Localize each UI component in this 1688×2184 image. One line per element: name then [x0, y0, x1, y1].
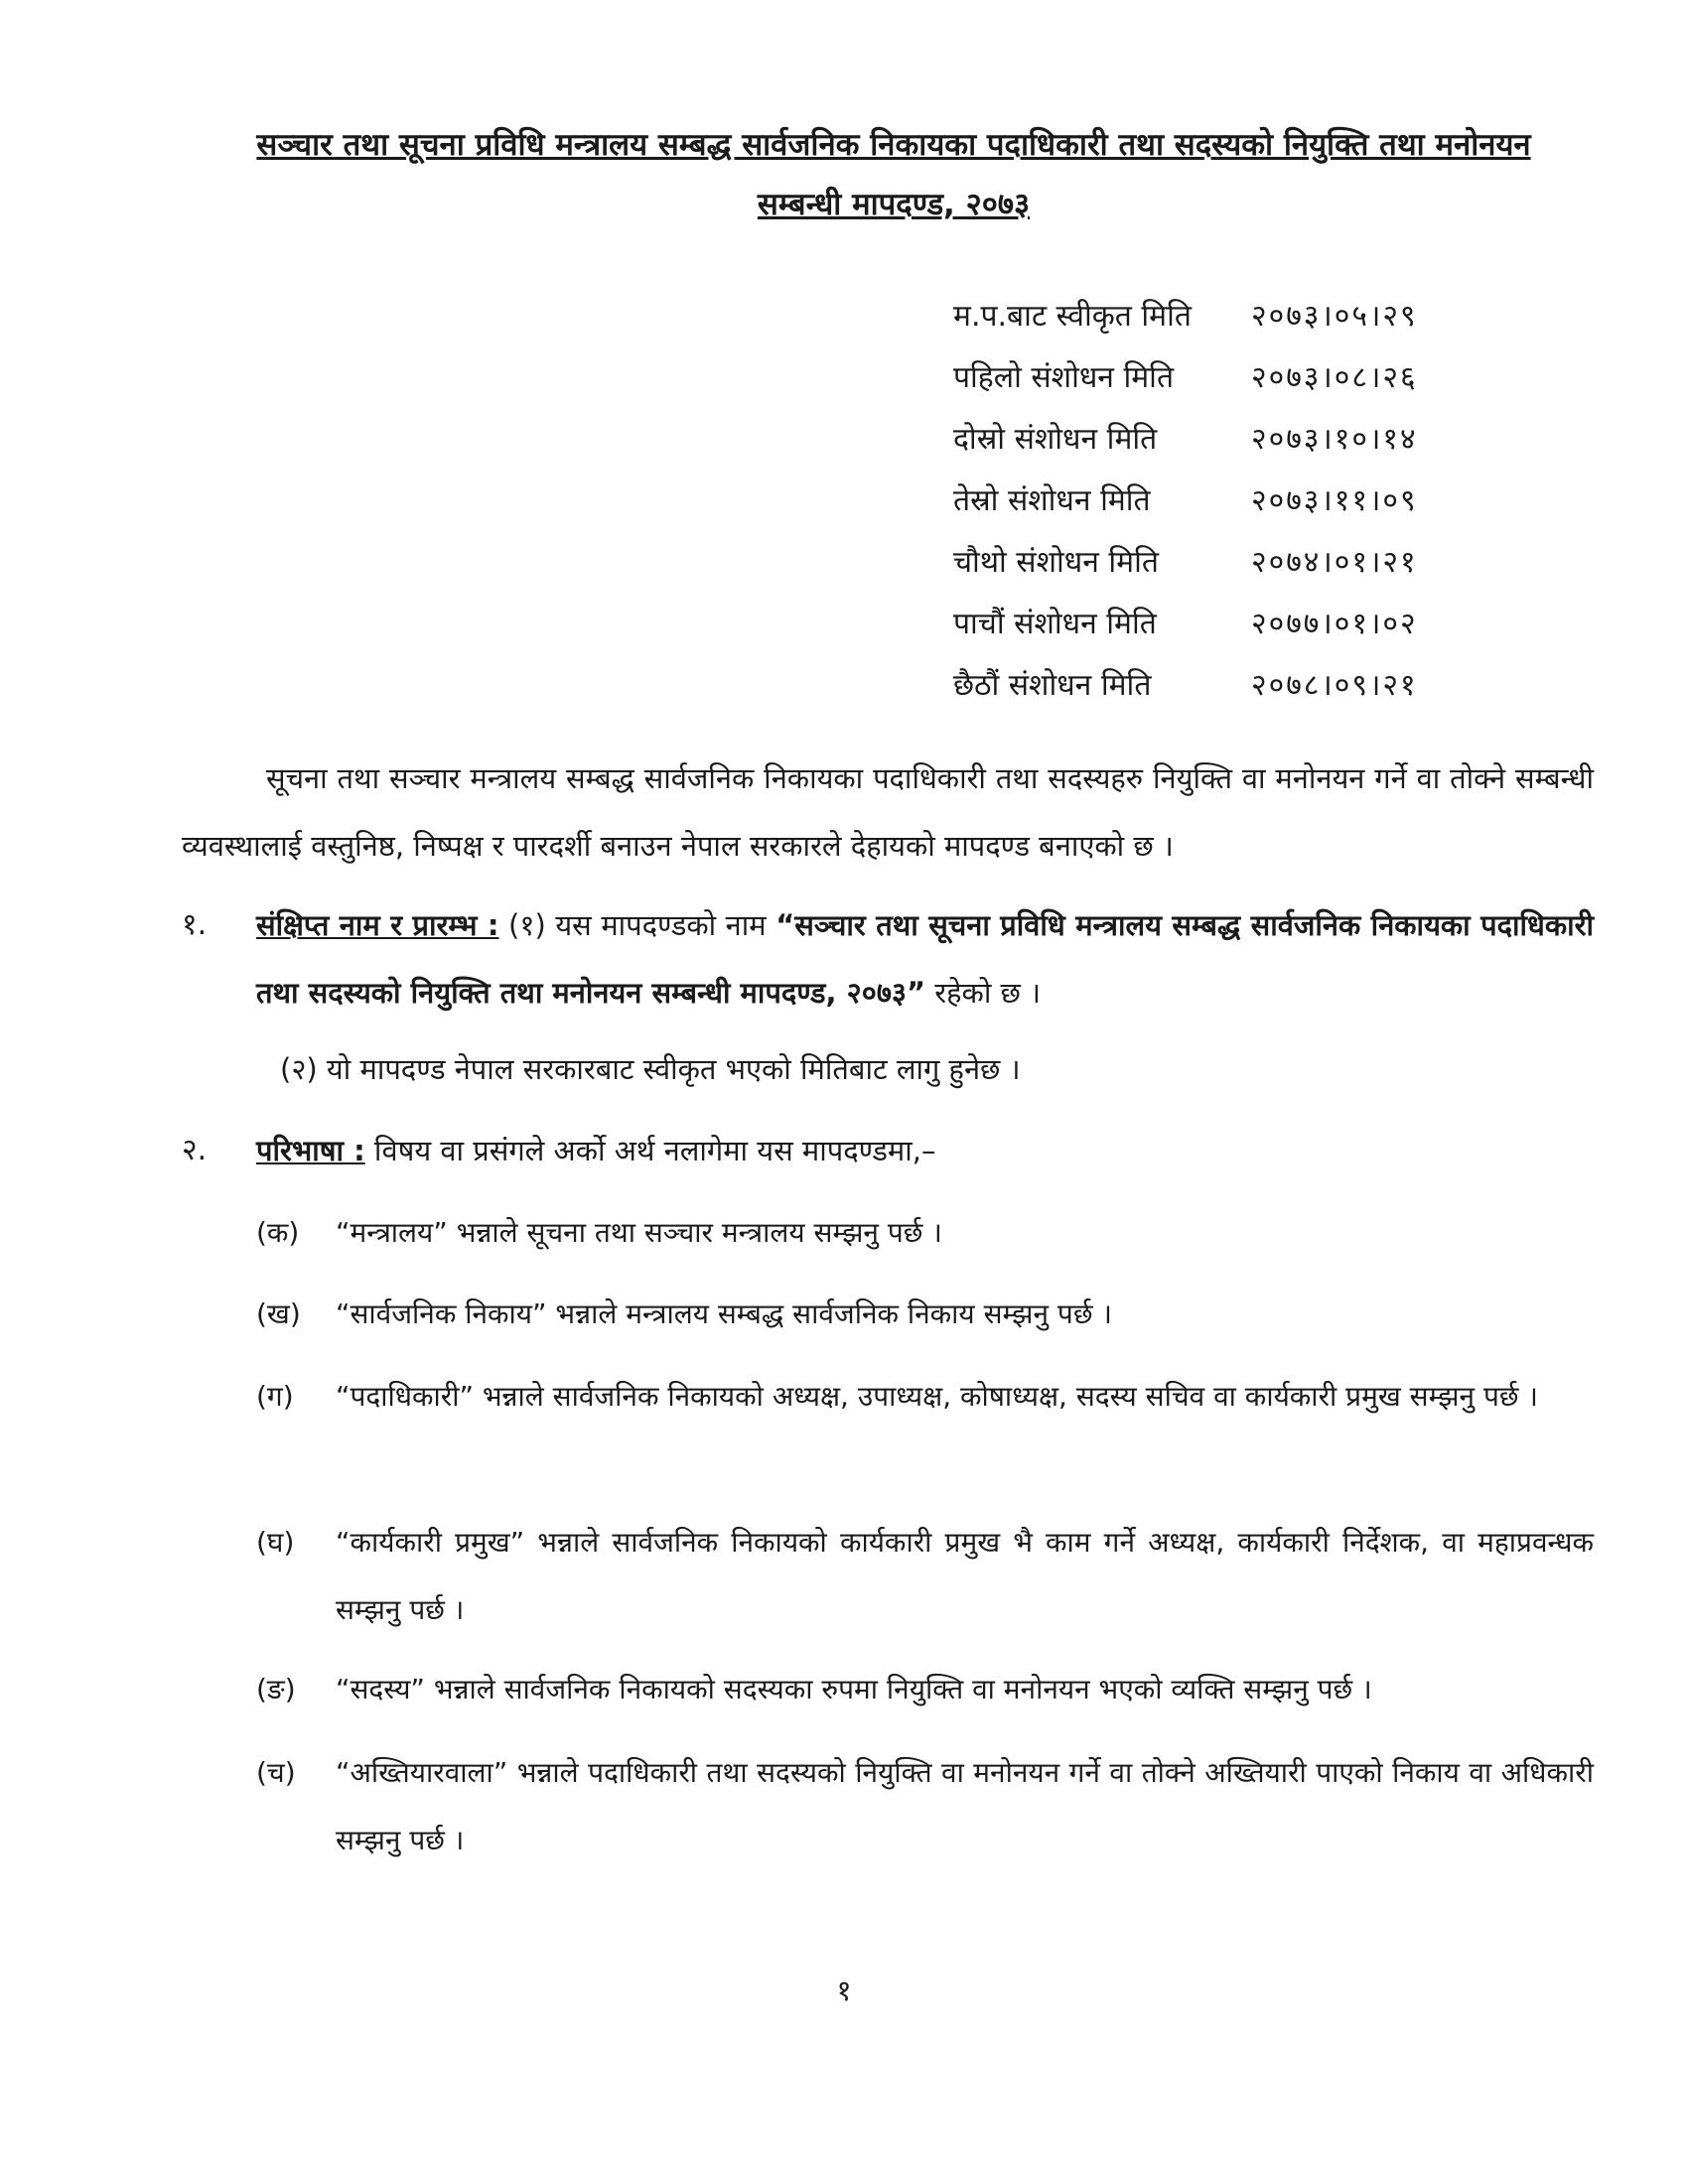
definition-text: “सदस्य” भन्नाले सार्वजनिक निकायको सदस्यका रुपमा नियुक्ति वा मनोनयन भएको व्यक्ति सम्झनु पर्छ ।: [336, 1673, 1372, 1706]
amendment-date: २०७८।०९।२१: [1251, 668, 1418, 703]
document-title-line2: सम्बन्धी मापदण्ड, २०७३: [757, 187, 1031, 222]
section1-text-post: रहेको छ ।: [925, 976, 1042, 1010]
definition-text: “पदाधिकारी” भन्नाले सार्वजनिक निकायको अध्यक्ष, उपाध्यक्ष, कोषाध्यक्ष, सदस्य सचिव वा कार्यकारी प्रमुख सम्झनु पर्छ ।: [336, 1380, 1539, 1413]
amendment-dates-list: [953, 294, 1549, 725]
section1-heading: संक्षिप्त नाम र प्रारम्भ :: [256, 908, 499, 942]
amendment-label: म.प.बाट स्वीकृत मिति: [953, 299, 1192, 334]
definition-label: (ख): [256, 1297, 301, 1330]
section1-body: [256, 891, 1594, 1026]
amendment-label: पहिलो संशोधन मिति: [953, 360, 1175, 395]
amendment-label: चौथो संशोधन मिति: [953, 545, 1159, 580]
definition-label: (घ): [256, 1526, 295, 1559]
section1-number: १.: [182, 907, 208, 942]
definition-label: (ङ): [256, 1673, 296, 1706]
definition-label: (च): [256, 1756, 296, 1789]
definition-label: (ग): [256, 1380, 294, 1413]
section2-body: [256, 1117, 1594, 1184]
document-title-line1: सञ्चार तथा सूचना प्रविधि मन्त्रालय सम्बद्ध सार्वजनिक निकायका पदाधिकारी तथा सदस्यको नियुक्ति तथा मनोनयन: [256, 127, 1531, 163]
intro-paragraph: सूचना तथा सञ्चार मन्त्रालय सम्बद्ध सार्वजनिक निकायका पदाधिकारी तथा सदस्यहरु नियुक्ति वा मनोनयन गर्ने वा तोक्ने सम्बन्धी व्यवस्थालाई वस्तुनिष्ठ, निष्पक्ष र पारदर्शी बनाउन नेपाल सरकारले देहायको मापदण्ड बनाएको छ ।: [182, 761, 1594, 863]
section1-title-quote: “सञ्चार तथा सूचना प्रविधि मन्त्रालय सम्बद्ध सार्वजनिक निकायका पदाधिकारी तथा सदस्यको नियुक्ति तथा मनोनयन सम्बन्धी मापदण्ड, २०७३”: [256, 908, 1594, 1010]
amendment-row: [953, 294, 1549, 355]
amendment-label: पाचौं संशोधन मिति: [953, 607, 1157, 641]
section1-text-pre: (१) यस मापदण्डको नाम: [498, 908, 776, 942]
definition-text: “कार्यकारी प्रमुख” भन्नाले सार्वजनिक निकायको कार्यकारी प्रमुख भै काम गर्ने अध्यक्ष, कार्यकारी निर्देशक, वा महाप्रवन्धक सम्झनु पर्छ ।: [336, 1526, 1594, 1626]
definition-text: “सार्वजनिक निकाय” भन्नाले मन्त्रालय सम्बद्ध सार्वजनिक निकाय सम्झनु पर्छ ।: [336, 1297, 1112, 1330]
amendment-label: दोस्रो संशोधन मिति: [953, 422, 1158, 457]
amendment-date: २०७७।०१।०२: [1251, 607, 1418, 641]
amendment-date: २०७३।११।०९: [1251, 483, 1418, 518]
amendment-row: [953, 355, 1549, 417]
page-number: १: [836, 1974, 852, 2007]
amendment-row: [953, 417, 1549, 478]
amendment-label: तेस्रो संशोधन मिति: [953, 483, 1151, 518]
amendment-date: २०७४।०१।२१: [1251, 545, 1418, 580]
section2-number: २.: [182, 1133, 208, 1167]
amendment-date: २०७३।०५।२९: [1251, 299, 1418, 334]
section1-subclause2: (२) यो मापदण्ड नेपाल सरकारबाट स्वीकृत भएको मितिबाट लागु हुनेछ ।: [280, 1052, 1021, 1086]
definition-label: (क): [256, 1216, 300, 1249]
section2-text: विषय वा प्रसंगले अर्को अर्थ नलागेमा यस मापदण्डमा,–: [364, 1134, 936, 1167]
amendment-date: २०७३।१०।१४: [1251, 422, 1418, 457]
definition-text: “मन्त्रालय” भन्नाले सूचना तथा सञ्चार मन्त्रालय सम्झनु पर्छ ।: [336, 1216, 942, 1249]
amendment-row: [953, 602, 1549, 663]
amendment-date: २०७३।०८।२६: [1251, 360, 1418, 395]
section2-heading: परिभाषा :: [256, 1134, 365, 1167]
amendment-row: [953, 478, 1549, 540]
amendment-label: छैठौं संशोधन मिति: [953, 668, 1152, 703]
amendment-row: [953, 540, 1549, 602]
amendment-row: [953, 663, 1549, 725]
definition-text: “अख्तियारवाला” भन्नाले पदाधिकारी तथा सदस्यको नियुक्ति वा मनोनयन गर्ने वा तोक्ने अख्तियारी पाएको निकाय वा अधिकारी सम्झनु पर्छ ।: [336, 1756, 1594, 1856]
